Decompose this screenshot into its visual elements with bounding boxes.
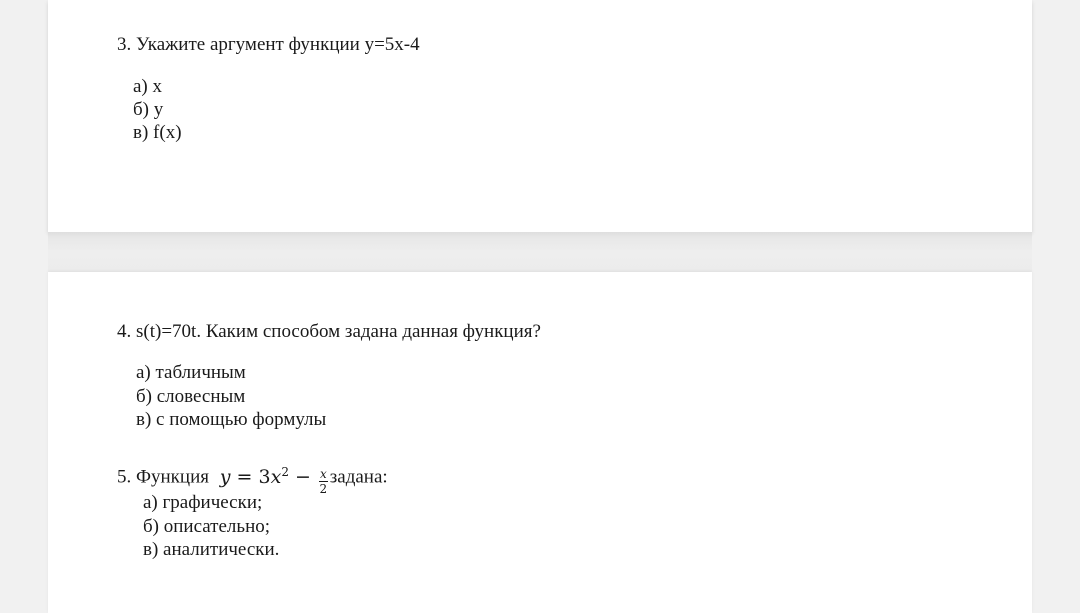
question-5-option-c: в) аналитически. [143, 539, 280, 560]
question-4-option-b: б) словесным [136, 386, 246, 407]
question-4-option-a: а) табличным [136, 362, 246, 383]
question-5-option-b: б) описательно; [143, 516, 271, 537]
formula-fraction [319, 468, 328, 495]
question-3-option-b: б) y [133, 99, 164, 120]
question-4-title: 4. s(t)=70t. Каким способом задана данная функция? [117, 321, 541, 342]
formula-equals: = [236, 465, 253, 488]
question-3-title: 3. Укажите аргумент функции y=5x-4 [117, 34, 420, 55]
page-gap [48, 232, 1032, 272]
formula-minus: − [295, 465, 311, 488]
formula-exponent: 2 [281, 464, 289, 479]
question-5-option-a: а) графически; [143, 492, 263, 513]
question-5-suffix: задана: [329, 466, 388, 488]
question-5-formula [219, 464, 330, 496]
formula-lhs: y [219, 465, 231, 488]
question-5-title [117, 464, 388, 496]
question-5-prefix: 5. Функция [117, 466, 209, 488]
question-4-option-c: в) с помощью формулы [136, 409, 327, 430]
fraction-denominator: 2 [319, 482, 328, 496]
fraction-numerator: x [319, 467, 327, 481]
formula-coefficient: 3 [258, 465, 271, 488]
question-3-option-c: в) f(x) [133, 122, 182, 143]
formula-variable: x [270, 465, 282, 488]
question-3-option-a: а) x [133, 76, 163, 97]
